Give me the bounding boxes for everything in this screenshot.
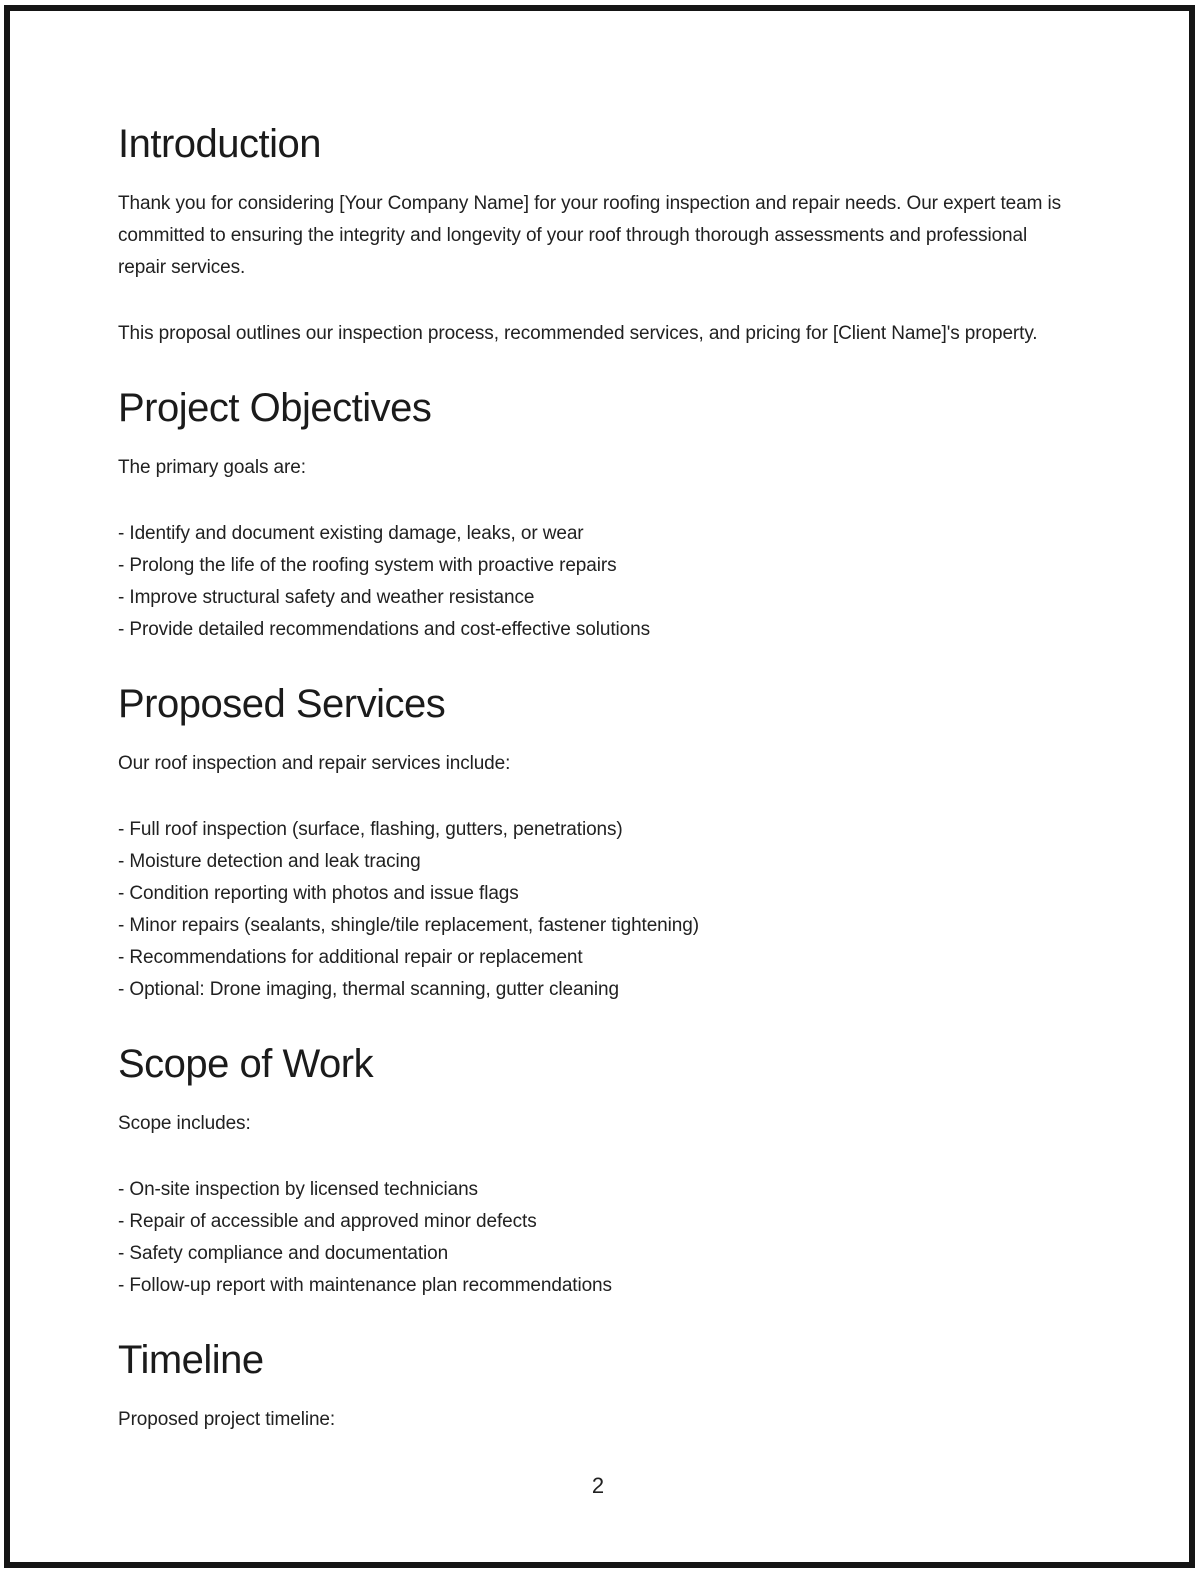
section-heading-introduction: Introduction <box>118 122 322 166</box>
list-item: - Repair of accessible and approved minor defects <box>118 1211 537 1232</box>
list-item: - Optional: Drone imaging, thermal scanning, gutter cleaning <box>118 979 619 1000</box>
section-heading-timeline: Timeline <box>118 1338 264 1382</box>
document-page <box>4 5 1195 1568</box>
list-item: - Moisture detection and leak tracing <box>118 851 421 872</box>
page-number: 2 <box>591 1473 605 1498</box>
section-project-objectives <box>118 384 1062 646</box>
list-item: - Follow-up report with maintenance plan recommendations <box>118 1275 612 1296</box>
list-item: - Identify and document existing damage, leaks, or wear <box>118 523 584 544</box>
scope-list <box>118 1174 1062 1302</box>
section-proposed-services <box>118 680 1062 1006</box>
list-item: - Provide detailed recommendations and cost-effective solutions <box>118 619 650 640</box>
list-item: - On-site inspection by licensed technicians <box>118 1179 478 1200</box>
list-item: - Condition reporting with photos and issue flags <box>118 883 519 904</box>
objectives-list <box>118 518 1062 646</box>
list-item: - Recommendations for additional repair or replacement <box>118 947 583 968</box>
list-item: - Improve structural safety and weather resistance <box>118 587 535 608</box>
page-footer <box>118 1470 1078 1502</box>
section-introduction <box>118 120 1062 350</box>
document-content <box>10 11 1062 1436</box>
paragraph: Scope includes: <box>118 1113 251 1134</box>
paragraph: Proposed project timeline: <box>118 1409 336 1430</box>
section-heading-project-objectives: Project Objectives <box>118 386 432 430</box>
list-item: - Full roof inspection (surface, flashing, gutters, penetrations) <box>118 819 623 840</box>
list-item: - Safety compliance and documentation <box>118 1243 449 1264</box>
list-item: - Prolong the life of the roofing system with proactive repairs <box>118 555 617 576</box>
paragraph: The primary goals are: <box>118 457 306 478</box>
section-heading-scope-of-work: Scope of Work <box>118 1042 374 1086</box>
services-list <box>118 814 1062 1006</box>
section-heading-proposed-services: Proposed Services <box>118 682 446 726</box>
paragraph: Our roof inspection and repair services include: <box>118 753 511 774</box>
paragraph: Thank you for considering [Your Company Name] for your roofing inspection and repair needs. Our expert team is committed to ensuring the integrity and longevity of your roof through thorough assessments and professional repair services. <box>118 193 1062 278</box>
section-timeline <box>118 1336 1062 1436</box>
list-item: - Minor repairs (sealants, shingle/tile replacement, fastener tightening) <box>118 915 699 936</box>
section-scope-of-work <box>118 1040 1062 1302</box>
paragraph: This proposal outlines our inspection process, recommended services, and pricing for [Client Name]'s property. <box>118 323 1038 344</box>
